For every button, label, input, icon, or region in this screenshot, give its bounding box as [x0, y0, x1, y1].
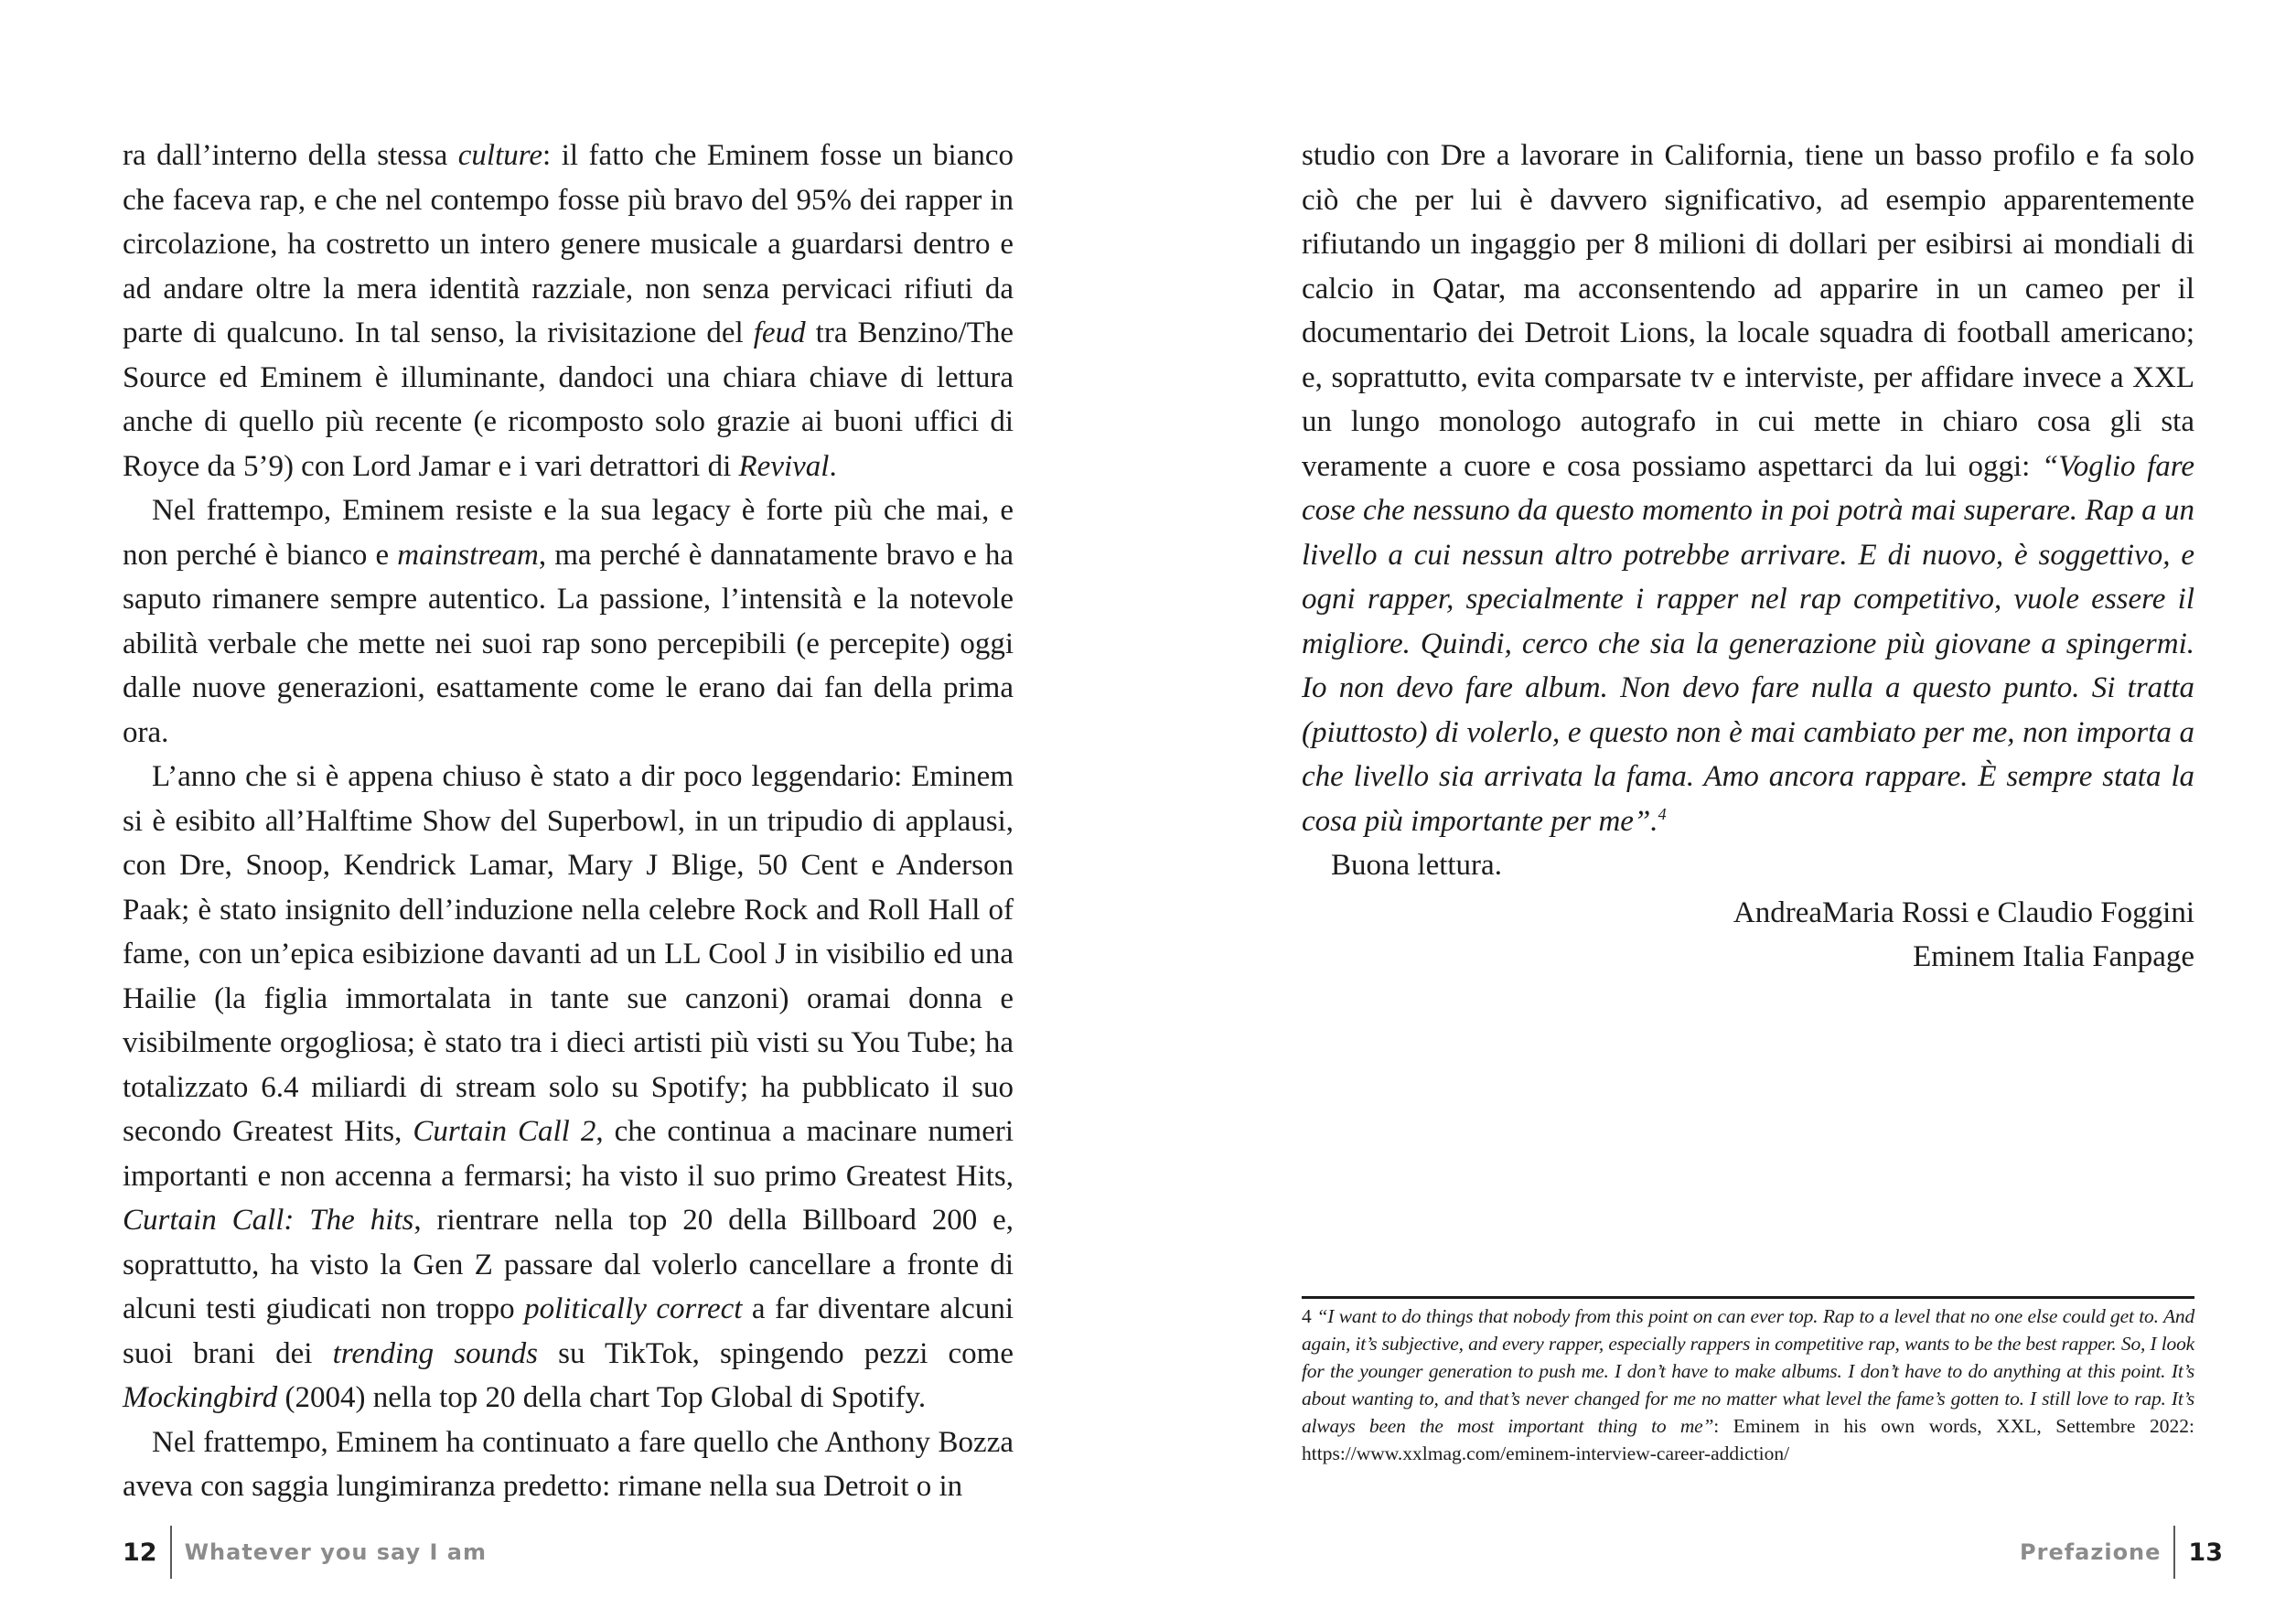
italic-text: culture	[457, 139, 543, 172]
italic-text: feud	[753, 316, 806, 349]
right-footer	[2020, 1526, 2223, 1579]
paragraph	[123, 1420, 1014, 1509]
text-run: su TikTok, spingendo pezzi come	[538, 1336, 1014, 1370]
text-run: : il fatto che Eminem fosse un bianco che faceva rap, e che nel contempo fosse più bravo del 95% dei rapper in circolazione, ha costretto un intero genere musicale a guardarsi dentro e ad andare oltre la mera identità razziale, non senza pervicaci rifiuti da parte di qualcuno. In tal senso, la rivisitazione del	[123, 139, 1014, 349]
left-footer	[123, 1526, 487, 1579]
text-run: studio con Dre a lavorare in California, tiene un basso profilo e fa solo ciò che per lui è davvero significativo, ad esempio apparentemente rifiutando un ingaggio per 8 milioni di dollari per esibirsi ai mondiali di calcio in Qatar, ma acconsentendo ad apparire in un cameo per il documentario dei Detroit Lions, la locale squadra di football americano; e, soprattutto, evita comparsate tv e interviste, per affidare invece a XXL un lungo monologo autografo in cui mette in chiaro cosa gli sta veramente a cuore e cosa possiamo aspettarci da lui oggi:	[1302, 139, 2194, 483]
left-body-text	[123, 134, 1014, 1509]
signature-affiliation: Eminem Italia Fanpage	[1913, 940, 2194, 973]
text-run: (2004) nella top 20 della chart Top Global di Spotify.	[277, 1381, 927, 1414]
italic-text: politically correct	[524, 1292, 743, 1325]
text-run: Buona lettura.	[1331, 849, 1502, 882]
text-run: Nel frattempo, Eminem resiste e la sua legacy è forte più che mai, e non perché è bianco e	[123, 494, 1014, 572]
text-run: ra dall’interno della stessa	[123, 139, 458, 172]
text-run: : Eminem in his own words, XXL, Settembre 2022: https://www.xxlmag.com/eminem-interview-career-addiction/	[1302, 1415, 2194, 1464]
text-run: , che continua a macinare numeri importanti e non accenna a fermarsi; ha visto il suo primo Greatest Hits,	[123, 1115, 1014, 1193]
text-run: Nel frattempo, Eminem ha continuato a fare quello che Anthony Bozza aveva con saggia lungimiranza predetto: rimane nella sua Detroit o in	[123, 1425, 1014, 1503]
text-run: , ma perché è dannatamente bravo e ha saputo rimanere sempre autentico. La passione, l’intensità e la notevole abilità verbale che mette nei suoi rap sono percepibili (e percepite) oggi dalle nuove generazioni, esattamente come le erano dai fan della prima ora.	[123, 538, 1014, 749]
text-run: , rientrare nella top 20 della Billboard 200 e, soprattutto, ha visto la Gen Z passare dal volerlo cancellare a fronte di alcuni testi giudicati non troppo	[123, 1204, 1014, 1325]
footer-divider	[170, 1526, 172, 1579]
signature	[1733, 891, 2194, 979]
italic-text: Curtain Call: The hits	[123, 1204, 414, 1237]
footnote-marker: 4	[1658, 804, 1667, 823]
signature-authors: AndreaMaria Rossi e Claudio Foggini	[1733, 896, 2194, 929]
right-body-text	[1302, 134, 2194, 888]
paragraph	[123, 488, 1014, 755]
footer-divider	[2173, 1526, 2175, 1579]
italic-text: trending sounds	[332, 1336, 539, 1370]
text-run: a far diventare alcuni suoi brani dei	[123, 1292, 1014, 1370]
right-page	[1148, 0, 2296, 1608]
text-run: 4	[1302, 1305, 1317, 1327]
footnote	[1302, 1302, 2194, 1467]
page-number: 13	[2188, 1538, 2223, 1567]
italic-text: Mockingbird	[123, 1381, 278, 1414]
page-number: 12	[123, 1538, 157, 1567]
italic-text: Revival	[738, 449, 830, 483]
running-head: Whatever you say I am	[184, 1539, 487, 1565]
italic-text: “Voglio fare cose che nessuno da questo momento in poi potrà mai superare. Rap a un livello a cui nessun altro potrebbe arrivare. E di nuovo, è soggettivo, e ogni rapper, specialmente i rapper nel rap competitivo, vuole essere il migliore. Quindi, cerco che sia la generazione più giovane a spingermi. Io non devo fare album. Non devo fare nulla a questo punto. Si tratta (piuttosto) di volerlo, e questo non è mai cambiato per me, non importa a che livello sia arrivata la fama. Amo ancora rappare. È sempre stata la cosa più importante per me”.	[1302, 449, 2194, 838]
text-run: L’anno che si è appena chiuso è stato a dir poco leggendario: Eminem si è esibito all’Halftime Show del Superbowl, in un tripudio di applausi, con Dre, Snoop, Kendrick Lamar, Mary J Blige, 50 Cent e Anderson Paak; è stato insignito dell’induzione nella celebre Rock and Roll Hall of fame, con un’epica esibizione davanti ad un LL Cool J in visibilio ed una Hailie (la figlia immortalata in tante sue canzoni) oramai donna e visibilmente orgogliosa; è stato tra i dieci artisti più visti su You Tube; ha totalizzato 6.4 miliardi di stream solo su Spotify; ha pubblicato il suo secondo Greatest Hits,	[123, 760, 1014, 1148]
running-head: Prefazione	[2020, 1539, 2162, 1565]
paragraph	[123, 755, 1014, 1420]
italic-text: “I want to do things that nobody from this point on can ever top. Rap to a level that no one else could get to. And again, it’s subjective, and every rapper, especially rappers in competitive rap, wants to be the best rapper. So, I look for the younger generation to push me. I don’t have to make albums. I don’t have to do anything at this point. It’s about wanting to, and that’s never changed for me no matter what level the fame’s gotten to. I still love to rap. It’s always been the most important thing to me”	[1302, 1305, 2194, 1437]
footnote-rule	[1302, 1296, 2194, 1299]
paragraph	[123, 134, 1014, 488]
text-run: .	[829, 449, 837, 483]
italic-text: mainstream	[397, 538, 539, 572]
paragraph	[1302, 843, 2194, 888]
text-run: tra Benzino/The Source ed Eminem è illuminante, dandoci una chiara chiave di lettura anche di quello più recente (e ricomposto solo grazie ai buoni uffici di Royce da 5’9) con Lord Jamar e i vari detrattori di	[123, 316, 1014, 483]
italic-text: Curtain Call 2	[413, 1115, 596, 1148]
paragraph	[1302, 134, 2194, 843]
